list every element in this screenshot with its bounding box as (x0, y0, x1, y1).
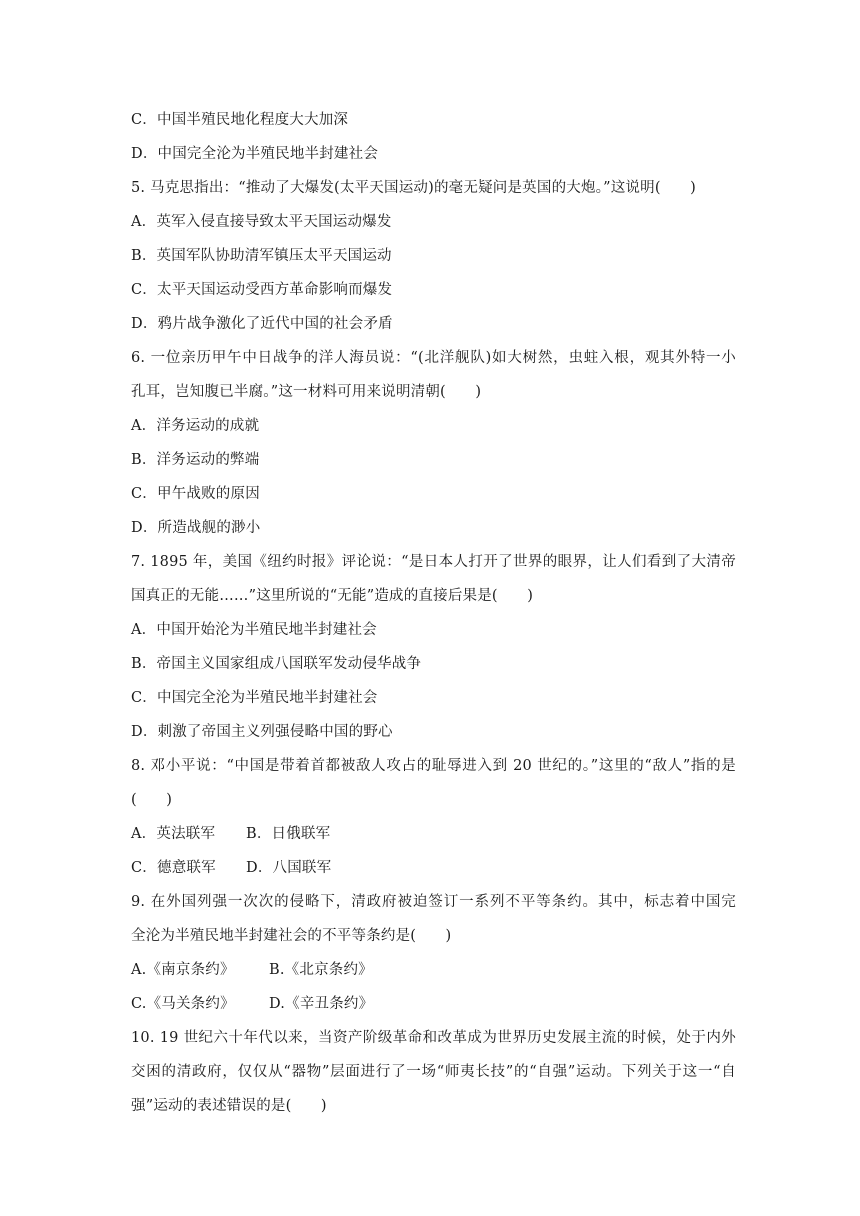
q5-option-c: C．太平天国运动受西方革命影响而爆发 (131, 282, 393, 298)
q5-option-d: D．鸦片战争激化了近代中国的社会矛盾 (131, 316, 393, 332)
q4-option-c: C．中国半殖民地化程度大大加深 (131, 112, 349, 128)
q8-option-c: C．德意联军 (131, 860, 216, 876)
q5-option-a: A．英军入侵直接导致太平天国运动爆发 (131, 214, 392, 230)
q8-option-b: B．日俄联军 (246, 826, 331, 842)
q7-stem-line1: 7. 1895 年，美国《纽约时报》评论说：“是日本人打开了世界的眼界，让人们看到了大清帝 (131, 554, 736, 570)
q7-option-d: D．刺激了帝国主义列强侵略中国的野心 (131, 724, 393, 740)
q4-option-d: D．中国完全沦为半殖民地半封建社会 (131, 146, 379, 162)
q8-option-a: A．英法联军 (131, 826, 216, 842)
q10-stem-line2: 交困的清政府，仅仅从“器物”层面进行了一场“师夷长技”的“自强”运动。下列关于这一“自 (131, 1064, 736, 1080)
q9-options-ab (131, 960, 736, 980)
q10-stem-line3: 强”运动的表述错误的是( ) (131, 1098, 327, 1114)
q7-option-c: C．中国完全沦为半殖民地半封建社会 (131, 690, 378, 706)
q7-option-b: B．帝国主义国家组成八国联军发动侵华战争 (131, 656, 422, 672)
q6-option-b: B．洋务运动的弊端 (131, 452, 260, 468)
q8-option-d: D．八国联军 (246, 860, 332, 876)
q8-stem-line1: 8. 邓小平说：“中国是带着首都被敌人攻占的耻辱进入到 20 世纪的。”这里的“敌人”指的是 (131, 758, 736, 774)
q6-option-c: C．甲午战败的原因 (131, 486, 260, 502)
q9-options-cd (131, 994, 736, 1014)
q9-option-a: A.《南京条约》 (131, 962, 235, 978)
q8-stem-line2: ( ) (131, 792, 173, 808)
q8-options-cd (131, 858, 736, 878)
q7-option-a: A．中国开始沦为半殖民地半封建社会 (131, 622, 377, 638)
q6-option-d: D．所造战舰的渺小 (131, 520, 261, 536)
q8-options-ab (131, 824, 736, 844)
q9-option-c: C.《马关条约》 (131, 996, 235, 1012)
q5-stem: 5. 马克思指出：“推动了大爆发(太平天国运动)的毫无疑问是英国的大炮。”这说明( ) (131, 180, 696, 196)
q9-option-b: B.《北京条约》 (269, 962, 373, 978)
q9-stem-line2: 全沦为半殖民地半封建社会的不平等条约是( ) (131, 928, 452, 944)
q6-stem-line1: 6. 一位亲历甲午中日战争的洋人海员说：“(北洋舰队)如大树然，虫蛀入根，观其外特一小 (131, 350, 736, 366)
q9-option-d: D.《辛丑条约》 (269, 996, 374, 1012)
q7-stem-line2: 国真正的无能……”这里所说的“无能”造成的直接后果是( ) (131, 588, 534, 604)
q6-stem-line2: 孔耳，岂知腹已半腐。”这一材料可用来说明清朝( ) (131, 384, 482, 400)
q5-option-b: B．英国军队协助清军镇压太平天国运动 (131, 248, 392, 264)
q6-option-a: A．洋务运动的成就 (131, 418, 260, 434)
q10-stem-line1: 10. 19 世纪六十年代以来，当资产阶级革命和改革成为世界历史发展主流的时候，处于内外 (131, 1030, 736, 1046)
q9-stem-line1: 9. 在外国列强一次次的侵略下，清政府被迫签订一系列不平等条约。其中，标志着中国完 (131, 894, 736, 910)
